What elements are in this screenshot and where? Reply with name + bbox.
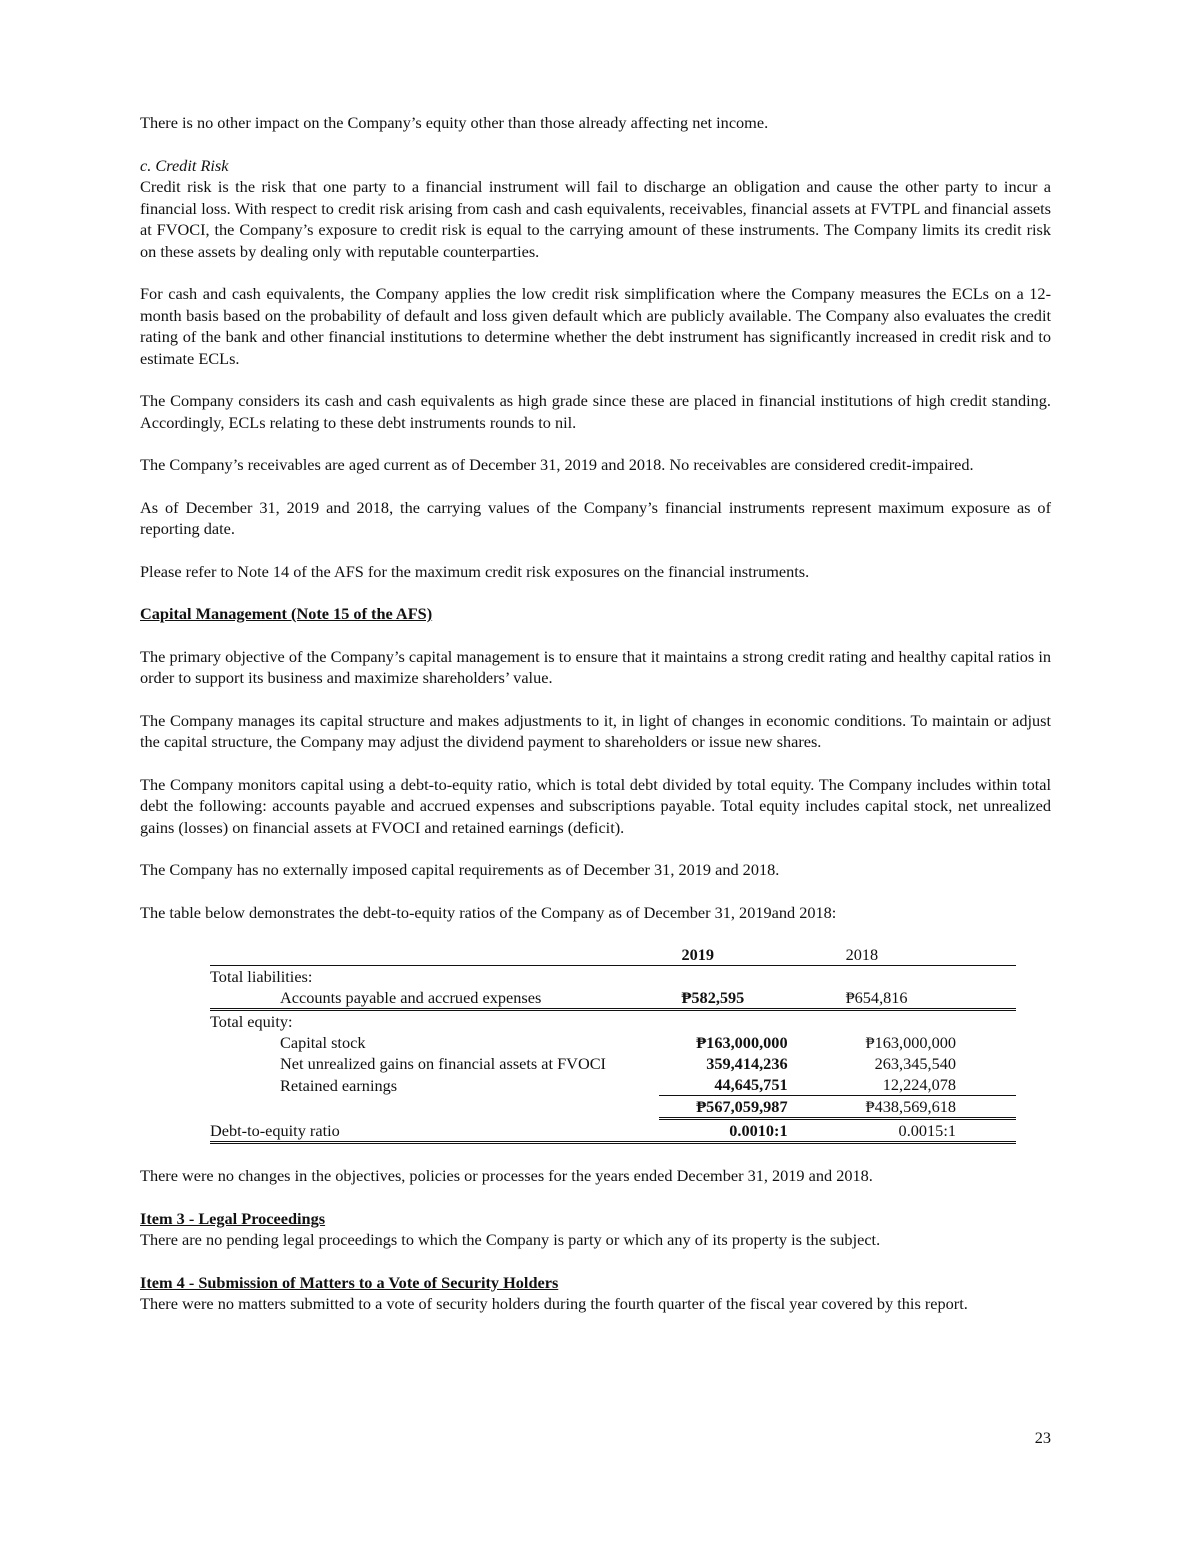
- table-header-row: [210, 944, 1016, 966]
- credit-risk-paragraph-4: The Company’s receivables are aged current as of December 31, 2019 and 2018. No receivables are considered credit-impaired.: [140, 455, 974, 474]
- accounts-payable-label: Accounts payable and accrued expenses: [210, 987, 659, 1010]
- unrealized-gains-2018: 263,345,540: [874, 1054, 956, 1073]
- table-row: [210, 1096, 1016, 1119]
- accounts-payable-2018: ₱654,816: [810, 987, 1016, 1010]
- capital-management-paragraph-4: The Company has no externally imposed capital requirements as of December 31, 2019 and 2018.: [140, 860, 780, 879]
- credit-risk-paragraph-5: As of December 31, 2019 and 2018, the carrying values of the Company’s financial instruments represent maximum exposure as of reporting date.: [140, 497, 1051, 538]
- capital-management-paragraph-2: The Company manages its capital structure and makes adjustments to it, in light of changes in economic conditions. To maintain or adjust the capital structure, the Company may adjust the dividend payment to shareholders or issue new shares.: [140, 710, 1051, 751]
- unrealized-gains-label: Net unrealized gains on financial assets at FVOCI: [280, 1054, 606, 1073]
- total-equity-2019: ₱567,059,987: [659, 1096, 809, 1119]
- column-header-2018: 2018: [810, 944, 1016, 966]
- table-row: [210, 1010, 1016, 1033]
- table-row: [210, 987, 1016, 1010]
- capital-management-paragraph-1: The primary objective of the Company’s capital management is to ensure that it maintains a strong credit rating and healthy capital ratios in order to support its business and maximize shareholders’ value.: [140, 646, 1051, 687]
- credit-risk-paragraph-1: Credit risk is the risk that one party to a financial instrument will fail to discharge an obligation and cause the other party to incur a financial loss. With respect to credit risk arising from cash and cash equivalents, receivables, financial assets at FVTPL and financial assets at FVOCI, the Company’s exposure to credit risk is equal to the carrying amount of these instruments. The Company limits its credit risk on these assets by dealing only with reputable counterparties.: [140, 177, 1051, 261]
- document-page: [140, 112, 1051, 1315]
- table-row: [210, 1053, 1016, 1074]
- capital-management-paragraph-6: There were no changes in the objectives, policies or processes for the years ended December 31, 2019 and 2018.: [140, 1166, 873, 1185]
- credit-risk-heading: c. Credit Risk: [140, 155, 229, 175]
- credit-risk-paragraph-3: The Company considers its cash and cash equivalents as high grade since these are placed in financial institutions of high credit standing. Accordingly, ECLs relating to these debt instruments rounds to nil.: [140, 391, 1051, 432]
- capital-management-paragraph-3: The Company monitors capital using a debt-to-equity ratio, which is total debt divided by total equity. The Company includes within total debt the following: accounts payable and accrued expenses and subscriptions payable. Total equity includes capital stock, net unrealized gains (losses) on financial assets at FVOCI and retained earnings (deficit).: [140, 774, 1051, 837]
- debt-to-equity-2018: 0.0015:1: [810, 1119, 1016, 1143]
- total-equity-2018: ₱438,569,618: [810, 1096, 1016, 1119]
- credit-risk-paragraph-6: Please refer to Note 14 of the AFS for the maximum credit risk exposures on the financial instruments.: [140, 561, 810, 581]
- total-equity-label: Total equity:: [210, 1012, 293, 1031]
- item3-paragraph: There are no pending legal proceedings to which the Company is party or which any of its property is the subject.: [140, 1230, 881, 1249]
- table-row: [210, 1119, 1016, 1143]
- total-liabilities-label: Total liabilities:: [210, 967, 313, 986]
- accounts-payable-2019: ₱582,595: [659, 987, 809, 1010]
- debt-to-equity-label: Debt-to-equity ratio: [210, 1119, 659, 1143]
- table-row: [210, 1032, 1016, 1053]
- debt-to-equity-2019: 0.0010:1: [659, 1119, 809, 1143]
- capital-stock-label: Capital stock: [280, 1033, 366, 1052]
- retained-earnings-label: Retained earnings: [280, 1075, 398, 1095]
- capital-management-paragraph-5: The table below demonstrates the debt-to-equity ratios of the Company as of December 31, 2019and 2018:: [140, 902, 837, 922]
- debt-to-equity-table: [210, 944, 1016, 1144]
- page-number: 23: [1034, 1428, 1051, 1447]
- column-header-2019: 2019: [659, 944, 809, 966]
- item4-heading: Item 4 - Submission of Matters to a Vote of Security Holders: [140, 1272, 559, 1292]
- equity-impact-paragraph: There is no other impact on the Company’s equity other than those already affecting net income.: [140, 113, 769, 132]
- capital-stock-2019: ₱163,000,000: [696, 1033, 788, 1052]
- credit-risk-paragraph-2: For cash and cash equivalents, the Company applies the low credit risk simplification where the Company measures the ECLs on a 12-month basis based on the probability of default and loss given default which are publicly available. The Company also evaluates the credit rating of the bank and other financial institutions to determine whether the debt instrument has significantly increased in credit risk and to estimate ECLs.: [140, 284, 1051, 368]
- unrealized-gains-2019: 359,414,236: [706, 1054, 788, 1073]
- retained-earnings-2019: 44,645,751: [659, 1074, 809, 1096]
- table-row: [210, 1074, 1016, 1096]
- capital-management-heading: Capital Management (Note 15 of the AFS): [140, 604, 433, 623]
- capital-stock-2018: ₱163,000,000: [865, 1033, 956, 1052]
- item4-paragraph: There were no matters submitted to a vote of security holders during the fourth quarter of the fiscal year covered by this report.: [140, 1294, 968, 1313]
- item3-heading: Item 3 - Legal Proceedings: [140, 1208, 326, 1228]
- table-row: [210, 966, 1016, 988]
- retained-earnings-2018: 12,224,078: [810, 1074, 1016, 1096]
